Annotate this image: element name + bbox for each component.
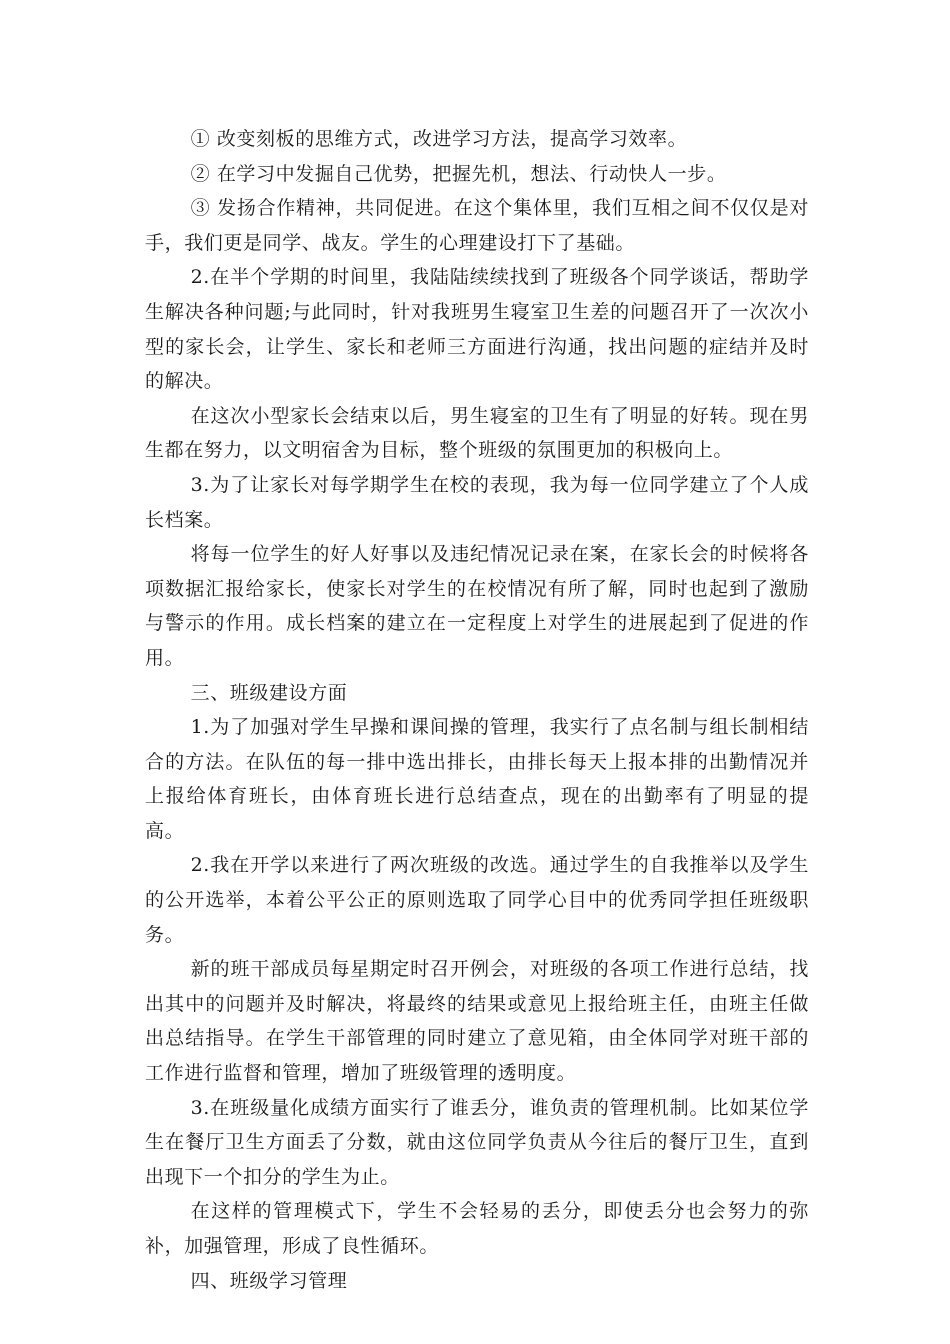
paragraph-growth-archive: 3.为了让家长对每学期学生在校的表现，我为每一位同学建立了个人成长档案。 xyxy=(145,473,809,531)
list-item-1: ① 改变刻板的思维方式，改进学习方法，提高学习效率。 xyxy=(190,128,688,150)
paragraph-exercise-management: 1.为了加强对学生早操和课间操的管理，我实行了点名制与组长制相结合的方法。在队伍的每一排中选出排长，由排长每天上报本排的出勤情况并上报给体育班长，由体育班长进行总结查点，现在的出勤率有了明显的提高。 xyxy=(145,716,809,842)
paragraph-class-cadres: 新的班干部成员每星期定时召开例会，对班级的各项工作进行总结，找出其中的问题并及时解决，将最终的结果或意见上报给班主任，由班主任做出总结指导。在学生干部管理的同时建立了意见箱，由全体同学对班干部的工作进行监督和管理，增加了班级管理的透明度。 xyxy=(145,958,809,1085)
list-item-3: ③ 发扬合作精神，共同促进。在这个集体里，我们互相之间不仅仅是对手，我们更是同学、战友。学生的心理建设打下了基础。 xyxy=(145,197,809,254)
section-heading-class-building: 三、班级建设方面 xyxy=(190,681,348,704)
section-heading-study-management: 四、班级学习管理 xyxy=(190,1269,348,1292)
paragraph-virtuous-cycle: 在这样的管理模式下，学生不会轻易的丢分，即使丢分也会努力的弥补，加强管理，形成了良性循环。 xyxy=(145,1200,809,1257)
list-item-2: ② 在学习中发掘自己优势，把握先机，想法、行动快人一步。 xyxy=(190,162,727,185)
paragraph-parent-meeting: 2.在半个学期的时间里，我陆陆续续找到了班级各个同学谈话，帮助学生解决各种问题;与此同时，针对我班男生寝室卫生差的问题召开了一次次小型的家长会，让学生、家长和老师三方面进行沟通，找出问题的症结并及时的解决。 xyxy=(145,266,809,393)
paragraph-archive-records: 将每一位学生的好人好事以及违纪情况记录在案，在家长会的时候将各项数据汇报给家长，使家长对学生的在校情况有所了解，同时也起到了激励与警示的作用。成长档案的建立在一定程度上对学生的进展起到了促进的作用。 xyxy=(145,543,809,669)
paragraph-score-responsibility: 3.在班级量化成绩方面实行了谁丢分，谁负责的管理机制。比如某位学生在餐厅卫生方面丢了分数，就由这位同学负责从今往后的餐厅卫生，直到出现下一个扣分的学生为止。 xyxy=(145,1096,809,1188)
paragraph-class-election: 2.我在开学以来进行了两次班级的改选。通过学生的自我推举以及学生的公开选举，本着公平公正的原则选取了同学心目中的优秀同学担任班级职务。 xyxy=(145,854,809,946)
document-body xyxy=(145,122,809,1298)
paragraph-dorm-improvement: 在这次小型家长会结束以后，男生寝室的卫生有了明显的好转。现在男生都在努力，以文明宿舍为目标，整个班级的氛围更加的积极向上。 xyxy=(145,404,809,462)
